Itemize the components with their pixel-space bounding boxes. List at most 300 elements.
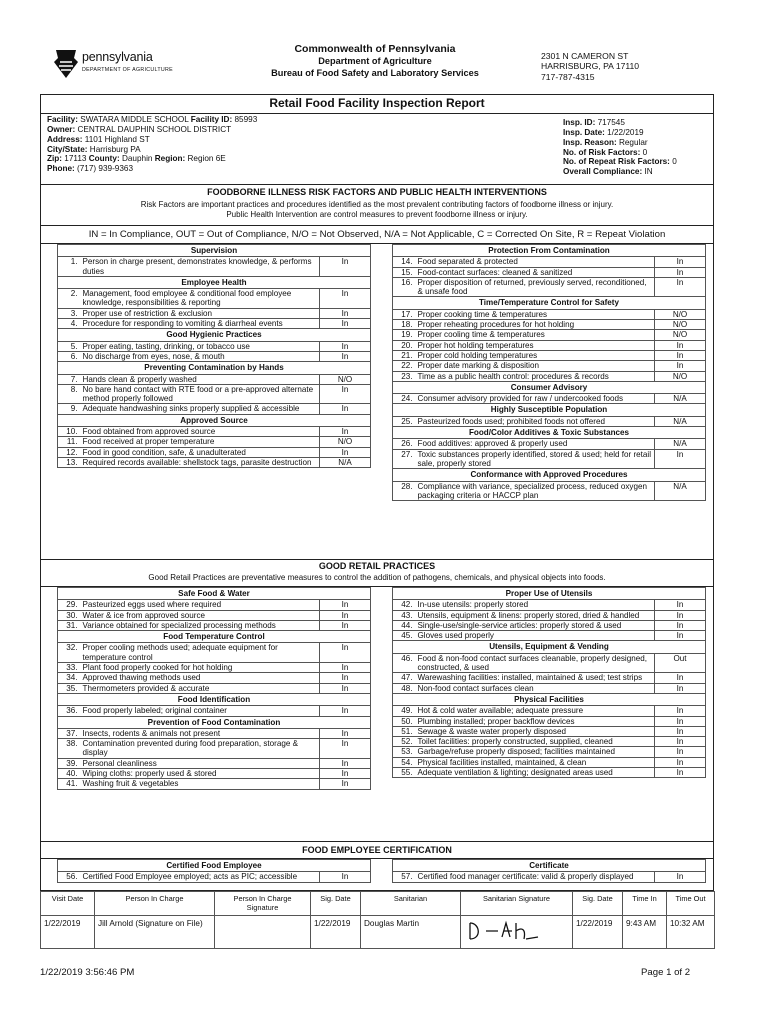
item-number: 42. (393, 600, 415, 610)
header-person-in-charge: Person In Charge (95, 892, 215, 916)
item-number: 52. (393, 737, 415, 747)
item-text: Compliance with variance, specialized process, reduced oxygen packaging criteria or HACCP plan (415, 481, 655, 501)
checklist-row (58, 257, 371, 277)
sanitarian-signature (461, 916, 573, 949)
item-text: Wiping cloths: properly used & stored (80, 769, 320, 779)
item-status: In (320, 728, 371, 738)
risk-section-desc-1: Risk Factors are important practices and procedures identified as the most prevalent contributing factors of foodborne illness or injury. (140, 200, 614, 209)
person-in-charge: Jill Arnold (Signature on File) (95, 916, 215, 949)
checklist-row (58, 779, 371, 789)
category-subheading: Conformance with Approved Procedures (393, 469, 706, 481)
divider (40, 113, 714, 114)
item-text: Food in good condition, safe, & unadulterated (80, 447, 320, 457)
item-number: 20. (393, 340, 415, 350)
checklist-row (58, 673, 371, 683)
item-status: In (320, 620, 371, 630)
sig-date: 1/22/2019 (311, 916, 361, 949)
item-status: N/O (320, 437, 371, 447)
item-number: 22. (393, 361, 415, 371)
checklist-row (393, 610, 706, 620)
item-number: 3. (58, 308, 80, 318)
page-number: Page 1 of 2 (641, 967, 691, 978)
item-number: 34. (58, 673, 80, 683)
checklist-row (393, 320, 706, 330)
item-status: N/A (655, 481, 706, 501)
category-subheading-row (58, 245, 371, 257)
item-text: Insects, rodents & animals not present (80, 728, 320, 738)
item-number: 13. (58, 457, 80, 467)
item-number: 36. (58, 706, 80, 716)
item-text: Time as a public health control: procedures & records (415, 371, 655, 381)
item-text: Food additives: approved & properly used (415, 439, 655, 449)
item-status: In (320, 289, 371, 309)
item-text: Proper date marking & disposition (415, 361, 655, 371)
category-subheading-row (58, 362, 371, 374)
checklist-row (58, 683, 371, 693)
facility-label: Facility: (47, 115, 78, 124)
phone-value: (717) 939-9363 (77, 164, 134, 174)
facility-name: SWATARA MIDDLE SCHOOL (80, 115, 189, 124)
item-number: 9. (58, 404, 80, 414)
bureau-title: Bureau of Food Safety and Laboratory Services (271, 67, 479, 78)
risk-factors-left-table (57, 244, 371, 468)
item-number: 24. (393, 394, 415, 404)
item-text: Procedure for responding to vomiting & diarrheal events (80, 319, 320, 329)
item-number: 38. (58, 739, 80, 759)
cert-right-table (392, 859, 706, 883)
item-number: 23. (393, 371, 415, 381)
item-status: In (655, 673, 706, 683)
checklist-row (58, 457, 371, 467)
risk-count: 0 (642, 147, 648, 157)
item-status: In (655, 610, 706, 620)
header-sanitarian: Sanitarian (361, 892, 461, 916)
region-label: Region: (154, 154, 186, 164)
risk-count-label: No. of Risk Factors: (563, 147, 641, 157)
item-number: 17. (393, 309, 415, 319)
checklist-row (393, 631, 706, 641)
checklist-row (58, 643, 371, 663)
header-sanitarian-signature: Sanitarian Signature (461, 892, 573, 916)
divider (40, 184, 714, 185)
item-text: Food obtained from approved source (80, 427, 320, 437)
category-subheading: Time/Temperature Control for Safety (393, 297, 706, 309)
item-status: In (655, 267, 706, 277)
item-number: 11. (58, 437, 80, 447)
region-value: Region 6E (187, 154, 226, 164)
item-number: 10. (58, 427, 80, 437)
checklist-row (58, 610, 371, 620)
checklist-row (58, 739, 371, 759)
item-number: 30. (58, 610, 80, 620)
item-number: 2. (58, 289, 80, 309)
item-text: Pasteurized foods used; prohibited foods not offered (415, 416, 655, 426)
item-text: Proper reheating procedures for hot holding (415, 320, 655, 330)
report-title: Retail Food Facility Inspection Report (269, 96, 485, 110)
checklist-row (393, 737, 706, 747)
commonwealth-title: Commonwealth of Pennsylvania (294, 43, 456, 55)
county-value: Dauphin (121, 154, 153, 164)
item-status: Out (655, 653, 706, 673)
item-text: Food & non-food contact surfaces cleanable, properly designed, constructed, & used (415, 653, 655, 673)
item-number: 46. (393, 653, 415, 673)
checklist-row (393, 683, 706, 693)
checklist-row (393, 673, 706, 683)
item-number: 57. (393, 872, 415, 882)
item-status: In (655, 600, 706, 610)
item-number: 19. (393, 330, 415, 340)
item-text: Proper cooling methods used; adequate equipment for temperature control (80, 643, 320, 663)
item-number: 45. (393, 631, 415, 641)
repeat-count-label: No. of Repeat Risk Factors: (563, 157, 670, 167)
checklist-row (58, 289, 371, 309)
item-number: 21. (393, 350, 415, 360)
category-subheading: Supervision (58, 245, 371, 257)
risk-section-desc-2: Public Health Intervention are control measures to prevent foodborne illness or injury. (226, 210, 528, 219)
item-text: Food properly labeled; original container (80, 706, 320, 716)
checklist-row (393, 416, 706, 426)
item-number: 51. (393, 726, 415, 736)
item-number: 5. (58, 341, 80, 351)
sanitarian-signature-image (464, 919, 544, 943)
divider (40, 225, 714, 226)
time-in: 9:43 AM (623, 916, 667, 949)
visit-row (41, 916, 715, 949)
item-text: Pasteurized eggs used where required (80, 600, 320, 610)
item-number: 29. (58, 600, 80, 610)
checklist-row (393, 394, 706, 404)
checklist-row (393, 872, 706, 882)
category-subheading-row (58, 716, 371, 728)
item-text: Single-use/single-service articles: properly stored & used (415, 620, 655, 630)
category-subheading: Utensils, Equipment & Vending (393, 641, 706, 653)
item-number: 12. (58, 447, 80, 457)
category-subheading: Prevention of Food Contamination (58, 716, 371, 728)
checklist-row (393, 330, 706, 340)
category-subheading: Safe Food & Water (58, 588, 371, 600)
item-status: In (320, 600, 371, 610)
item-status: In (655, 757, 706, 767)
agency-address (541, 51, 639, 82)
item-text: Warewashing facilities: installed, maintained & used; test strips (415, 673, 655, 683)
item-text: Plant food properly cooked for hot holding (80, 663, 320, 673)
city-value: Harrisburg PA (89, 144, 141, 154)
item-status: In (320, 779, 371, 789)
cert-employee-subheading: Certified Food Employee (58, 860, 371, 872)
item-text: Gloves used properly (415, 631, 655, 641)
item-number: 6. (58, 351, 80, 361)
checklist-row (58, 404, 371, 414)
item-status: In (655, 768, 706, 778)
category-subheading-row (58, 414, 371, 426)
item-number: 47. (393, 673, 415, 683)
item-number: 31. (58, 620, 80, 630)
checklist-row (393, 361, 706, 371)
item-text: Person in charge present, demonstrates knowledge, & performs duties (80, 257, 320, 277)
item-text: Hands clean & properly washed (80, 374, 320, 384)
item-number: 48. (393, 683, 415, 693)
category-subheading-row (393, 427, 706, 439)
owner-label: Owner: (47, 124, 76, 134)
item-status: In (655, 683, 706, 693)
item-text: Food received at proper temperature (80, 437, 320, 447)
checklist-row (58, 728, 371, 738)
category-subheading-row (393, 297, 706, 309)
item-text: Variance obtained for specialized processing methods (80, 620, 320, 630)
category-subheading: Physical Facilities (393, 693, 706, 705)
good-retail-right-table (392, 587, 706, 778)
category-subheading: Highly Susceptible Population (393, 404, 706, 416)
checklist-row (58, 447, 371, 457)
item-number: 49. (393, 706, 415, 716)
checklist-row (58, 374, 371, 384)
category-subheading-row (393, 381, 706, 393)
item-number: 43. (393, 610, 415, 620)
checklist-row (393, 716, 706, 726)
facility-id: 85993 (234, 115, 258, 124)
item-status: In (655, 257, 706, 267)
item-number: 14. (393, 257, 415, 267)
logo-subtitle: DEPARTMENT OF AGRICULTURE (82, 67, 173, 73)
item-text: Food-contact surfaces: cleaned & sanitized (415, 267, 655, 277)
category-subheading-row (58, 329, 371, 341)
checklist-row (58, 620, 371, 630)
checklist-row (393, 350, 706, 360)
item-status: In (320, 872, 371, 882)
item-status: In (320, 319, 371, 329)
checklist-row (393, 757, 706, 767)
printed-timestamp: 1/22/2019 3:56:46 PM (40, 967, 135, 978)
checklist-row (58, 384, 371, 404)
header-visit-date: Visit Date (41, 892, 95, 916)
item-text: Plumbing installed; proper backflow devices (415, 716, 655, 726)
item-number: 8. (58, 384, 80, 404)
category-subheading: Proper Use of Utensils (393, 588, 706, 600)
item-number: 50. (393, 716, 415, 726)
address-line-2: HARRISBURG, PA 17110 (541, 61, 640, 72)
checklist-row (393, 371, 706, 381)
risk-factors-right-table (392, 244, 706, 501)
item-text: Proper cooking time & temperatures (415, 309, 655, 319)
cert-left-table (57, 859, 371, 883)
item-status: In (655, 620, 706, 630)
compliance-label: Overall Compliance: (563, 167, 643, 177)
checklist-row (58, 706, 371, 716)
item-status: In (655, 737, 706, 747)
item-status: In (655, 706, 706, 716)
checklist-row (393, 481, 706, 501)
item-status: N/A (655, 439, 706, 449)
item-status: N/A (320, 457, 371, 467)
checklist-row (393, 439, 706, 449)
checklist-row (393, 747, 706, 757)
header-time-in: Time In (623, 892, 667, 916)
item-status: In (655, 361, 706, 371)
zip-value: 17113 (64, 154, 87, 164)
checklist-row (58, 427, 371, 437)
checklist-row (393, 309, 706, 319)
item-status: N/O (655, 330, 706, 340)
item-number: 26. (393, 439, 415, 449)
checklist-row (58, 341, 371, 351)
item-status: In (320, 643, 371, 663)
good-section-desc: Good Retail Practices are preventative measures to control the addition of pathogens, chemicals, and physical objects into foods. (148, 573, 606, 582)
item-status: In (320, 384, 371, 404)
facility-id-label: Facility ID: (190, 115, 233, 124)
checklist-row (393, 449, 706, 469)
checklist-row (393, 277, 706, 297)
item-text: Toilet facilities: properly constructed, supplied, cleaned (415, 737, 655, 747)
item-status: In (320, 351, 371, 361)
owner-value: CENTRAL DAUPHIN SCHOOL DISTRICT (77, 124, 232, 134)
item-text: Management, food employee & conditional food employee knowledge, responsibilities & reporting (80, 289, 320, 309)
compliance-legend: IN = In Compliance, OUT = Out of Compliance, N/O = Not Observed, N/A = Not Applicable, C = Corrected On Site, R = Repeat Violation (88, 229, 666, 240)
item-number: 35. (58, 683, 80, 693)
item-number: 1. (58, 257, 80, 277)
item-status: In (655, 340, 706, 350)
item-text: Hot & cold water available; adequate pressure (415, 706, 655, 716)
checklist-row (58, 308, 371, 318)
item-text: Personal cleanliness (80, 758, 320, 768)
risk-section-title: FOODBORNE ILLNESS RISK FACTORS AND PUBLIC HEALTH INTERVENTIONS (207, 187, 547, 197)
category-subheading-row (393, 404, 706, 416)
item-number: 27. (393, 449, 415, 469)
item-status: In (655, 277, 706, 297)
item-status: In (655, 716, 706, 726)
item-status: In (320, 257, 371, 277)
insp-date: 1/22/2019 (607, 127, 644, 137)
item-number: 32. (58, 643, 80, 663)
item-text: Physical facilities installed, maintained, & clean (415, 757, 655, 767)
category-subheading-row (58, 693, 371, 705)
checklist-row (393, 340, 706, 350)
item-status: In (320, 739, 371, 759)
logo-wordmark: pennsylvania (82, 50, 153, 64)
item-status: In (655, 449, 706, 469)
zip-label: Zip: (47, 154, 63, 164)
item-number: 33. (58, 663, 80, 673)
item-status: In (320, 427, 371, 437)
category-subheading: Good Hygienic Practices (58, 329, 371, 341)
item-text: Sewage & waste water properly disposed (415, 726, 655, 736)
item-status: In (320, 404, 371, 414)
category-subheading: Approved Source (58, 414, 371, 426)
item-status: N/O (320, 374, 371, 384)
insp-id: 717545 (597, 118, 625, 127)
item-number: 28. (393, 481, 415, 501)
item-text: Approved thawing methods used (80, 673, 320, 683)
item-text: Utensils, equipment & linens: properly stored, dried & handled (415, 610, 655, 620)
item-text: Non-food contact surfaces clean (415, 683, 655, 693)
insp-reason-label: Insp. Reason: (563, 137, 617, 147)
item-text: Proper cooling time & temperatures (415, 330, 655, 340)
item-status: In (655, 872, 706, 882)
item-text: Food separated & protected (415, 257, 655, 267)
checklist-row (58, 758, 371, 768)
item-number: 54. (393, 757, 415, 767)
item-number: 40. (58, 769, 80, 779)
checklist-row (393, 600, 706, 610)
checklist-row (393, 620, 706, 630)
item-text: Proper use of restriction & exclusion (80, 308, 320, 318)
item-number: 15. (393, 267, 415, 277)
pa-agriculture-logo (52, 46, 192, 82)
item-text: Proper cold holding temperatures (415, 350, 655, 360)
item-number: 4. (58, 319, 80, 329)
item-number: 7. (58, 374, 80, 384)
repeat-count: 0 (672, 157, 677, 167)
item-status: In (320, 769, 371, 779)
category-subheading: Food/Color Additives & Toxic Substances (393, 427, 706, 439)
item-text: Adequate handwashing sinks properly supplied & accessible (80, 404, 320, 414)
header-sig-date: Sig. Date (311, 892, 361, 916)
checklist-row (58, 600, 371, 610)
city-label: City/State: (47, 144, 88, 154)
item-status: In (320, 758, 371, 768)
category-subheading-row (58, 631, 371, 643)
item-status: In (320, 341, 371, 351)
item-text: Garbage/refuse properly disposed; facilities maintained (415, 747, 655, 757)
item-number: 25. (393, 416, 415, 426)
item-status: In (655, 747, 706, 757)
item-status: In (320, 447, 371, 457)
checklist-row (393, 257, 706, 267)
item-number: 44. (393, 620, 415, 630)
insp-id-label: Insp. ID: (563, 118, 596, 127)
compliance-value: IN (644, 167, 653, 177)
item-text: Adequate ventilation & lighting; designated areas used (415, 768, 655, 778)
item-text: Certified Food Employee employed; acts as PIC; accessible (80, 872, 320, 882)
checklist-row (58, 769, 371, 779)
item-status: In (320, 683, 371, 693)
category-subheading: Preventing Contamination by Hands (58, 362, 371, 374)
checklist-row (58, 663, 371, 673)
checklist-row (393, 267, 706, 277)
item-number: 55. (393, 768, 415, 778)
item-text: Proper disposition of returned, previously served, reconditioned, & unsafe food (415, 277, 655, 297)
item-text: Proper hot holding temperatures (415, 340, 655, 350)
item-status: In (655, 350, 706, 360)
checklist-row (58, 437, 371, 447)
header-time-out: Time Out (667, 892, 715, 916)
category-subheading-row (393, 693, 706, 705)
item-status: In (320, 663, 371, 673)
checklist-row (393, 706, 706, 716)
item-text: Required records available: shellstock tags, parasite destruction (80, 457, 320, 467)
item-number: 41. (58, 779, 80, 789)
item-status: In (655, 726, 706, 736)
time-out: 10:32 AM (667, 916, 715, 949)
category-subheading-row (393, 641, 706, 653)
category-subheading: Consumer Advisory (393, 381, 706, 393)
category-subheading: Food Temperature Control (58, 631, 371, 643)
category-subheading: Food Identification (58, 693, 371, 705)
category-subheading-row (393, 245, 706, 257)
item-text: Certified food manager certificate: valid & properly displayed (415, 872, 655, 882)
address-line-1: 2301 N CAMERON ST (541, 51, 629, 61)
item-status: N/A (655, 394, 706, 404)
cert-section-title: FOOD EMPLOYEE CERTIFICATION (302, 845, 452, 855)
item-number: 37. (58, 728, 80, 738)
checklist-row (58, 351, 371, 361)
item-text: In-use utensils: properly stored (415, 600, 655, 610)
item-text: Water & ice from approved source (80, 610, 320, 620)
good-section-title: GOOD RETAIL PRACTICES (318, 561, 436, 571)
address-phone: 717-787-4315 (541, 71, 595, 82)
category-subheading-row (58, 588, 371, 600)
item-status: N/O (655, 309, 706, 319)
item-status: N/O (655, 320, 706, 330)
